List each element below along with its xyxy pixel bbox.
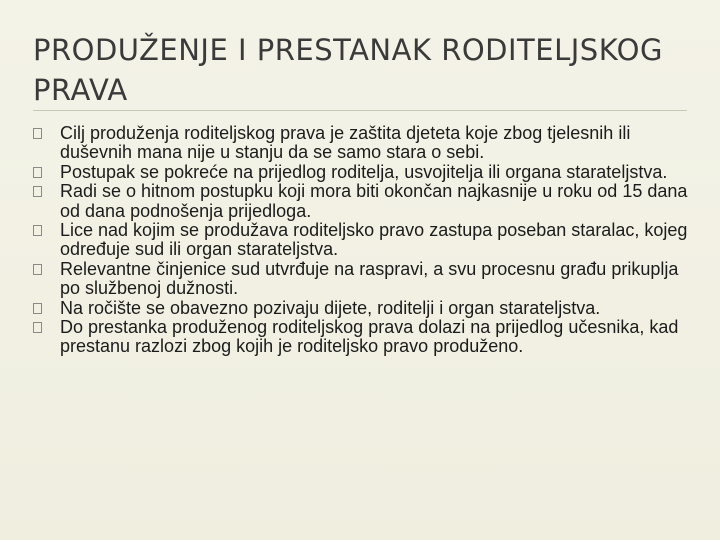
bullet-item (33, 182, 693, 221)
bullet-text: Postupak se pokreće na prijedlog roditelja, usvojitelja ili organa starateljstva. (60, 161, 668, 182)
square-outline-icon (33, 167, 42, 178)
bullet-item (33, 124, 693, 163)
bullet-item (33, 260, 693, 299)
slide-title: PRODUŽENJE I PRESTANAK RODITELJSKOG PRAVA (33, 33, 663, 107)
title-divider (33, 110, 687, 111)
bullet-text: Radi se o hitnom postupku koji mora biti okončan najkasnije u roku od 15 dana od dana podnošenja prijedloga. (60, 181, 688, 221)
square-outline-icon (33, 264, 42, 275)
bullet-item (33, 163, 693, 182)
bullet-text: Lice nad kojim se produžava roditeljsko pravo zastupa poseban staralac, kojeg određuje sud ili organ starateljstva. (60, 220, 688, 260)
bullet-list (33, 124, 693, 357)
bullet-text: Cilj produženja roditeljskog prava je zaštita djeteta koje zbog tjelesnih ili duševnih mana nije u stanju da se samo stara o sebi. (60, 123, 631, 163)
bullet-item (33, 318, 693, 357)
bullet-text: Relevantne činjenice sud utvrđuje na raspravi, a svu procesnu građu prikuplja po službenoj dužnosti. (60, 258, 679, 299)
square-outline-icon (33, 186, 42, 197)
square-outline-icon (33, 128, 42, 139)
bullet-item (33, 221, 693, 260)
bullet-text: Na ročište se obavezno pozivaju dijete, roditelji i organ starateljstva. (60, 297, 601, 318)
bullet-text: Do prestanka produženog roditeljskog prava dolazi na prijedlog učesnika, kad prestanu razlozi zbog kojih je roditeljsko pravo produženo. (60, 317, 679, 357)
square-outline-icon (33, 225, 42, 236)
square-outline-icon (33, 303, 42, 314)
bullet-item (33, 299, 693, 318)
square-outline-icon (33, 322, 42, 333)
